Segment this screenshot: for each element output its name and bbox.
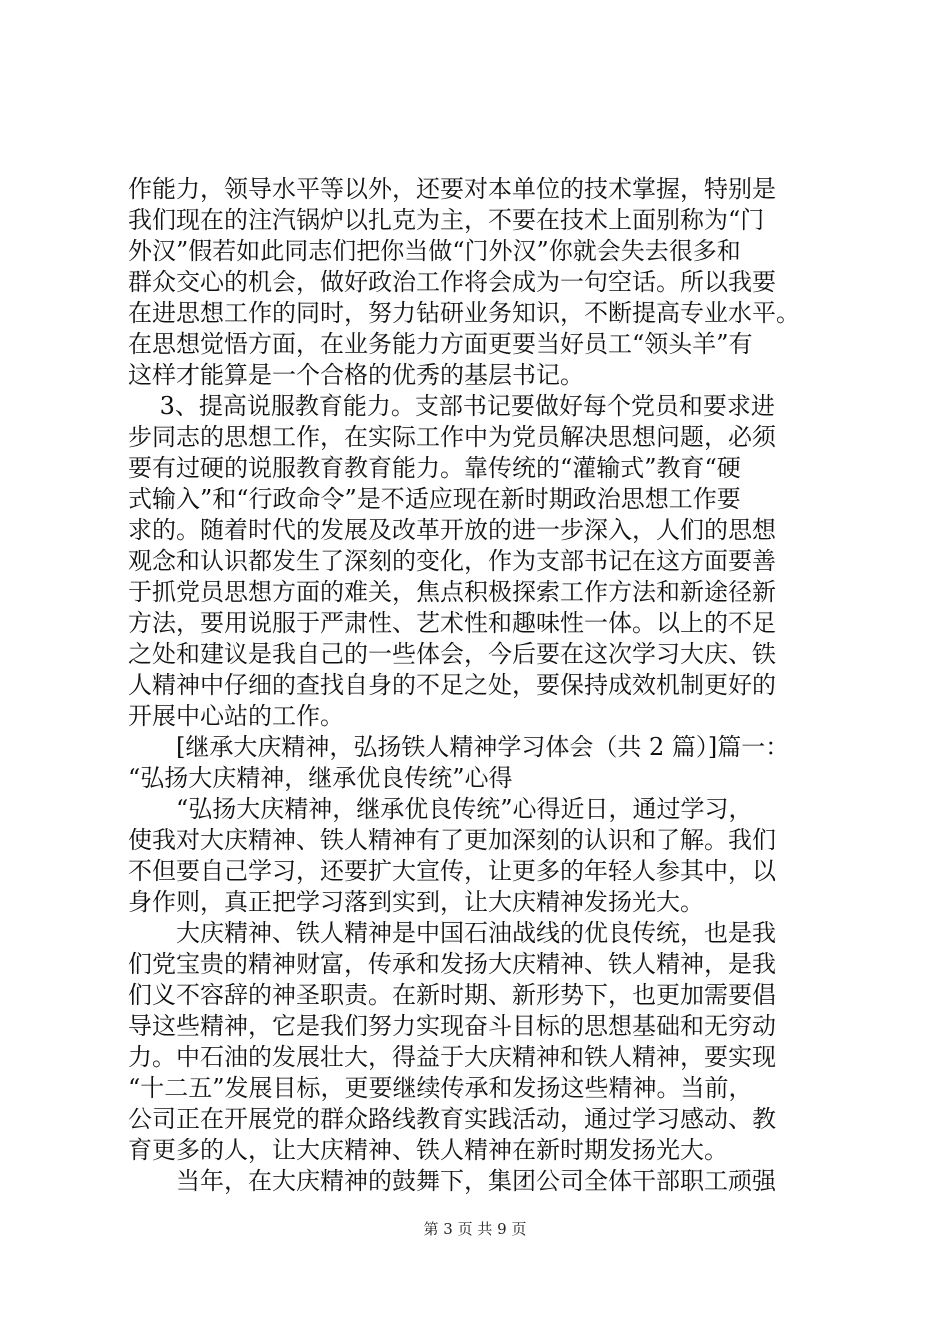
- text-line: 求的。随着时代的发展及改革开放的进一步深入，人们的思想: [128, 516, 776, 544]
- text-line: 步同志的思想工作，在实际工作中为党员解决思想问题，必须: [128, 423, 776, 451]
- text-line: 方法，要用说服于严肃性、艺术性和趣味性一体。以上的不足: [128, 609, 776, 637]
- text-line: 外汉”假若如此同志们把你当做“门外汉”你就会失去很多和: [128, 237, 741, 265]
- text-line: 们党宝贵的精神财富，传承和发扬大庆精神、铁人精神，是我: [128, 950, 776, 978]
- text-line: 这样才能算是一个合格的优秀的基层书记。: [128, 361, 584, 389]
- text-line: 开展中心站的工作。: [128, 702, 344, 730]
- text-line: 群众交心的机会，做好政治工作将会成为一句空话。所以我要: [128, 268, 776, 296]
- text-line: 公司正在开展党的群众路线教育实践活动，通过学习感动、教: [128, 1105, 776, 1133]
- text-line: “十二五”发展目标，更要继续传承和发扬这些精神。当前，: [128, 1074, 753, 1102]
- text-line: 育更多的人，让大庆精神、铁人精神在新时期发扬光大。: [128, 1136, 728, 1164]
- text-line: 使我对大庆精神、铁人精神有了更加深刻的认识和了解。我们: [128, 826, 776, 854]
- text-line: 作能力，领导水平等以外，还要对本单位的技术掌握，特别是: [128, 175, 776, 203]
- text-line: 当年，在大庆精神的鼓舞下，集团公司全体干部职工顽强: [128, 1167, 776, 1195]
- text-line: 不但要自己学习，还要扩大宣传，让更多的年轻人参其中，以: [128, 857, 776, 885]
- text-line: 观念和认识都发生了深刻的变化，作为支部书记在这方面要善: [128, 547, 776, 575]
- page-footer: 第 3 页 共 9 页: [423, 1220, 527, 1238]
- text-line: 之处和建议是我自己的一些体会，今后要在这次学习大庆、铁: [128, 640, 776, 668]
- text-line: 们义不容辞的神圣职责。在新时期、新形势下，也更加需要倡: [128, 981, 776, 1009]
- text-line: 大庆精神、铁人精神是中国石油战线的优良传统，也是我: [128, 919, 776, 947]
- text-line: 身作则，真正把学习落到实到，让大庆精神发扬光大。: [128, 888, 704, 916]
- text-line: 3、提高说服教育能力。支部书记要做好每个党员和要求进: [128, 392, 775, 420]
- text-line: 导这些精神，它是我们努力实现奋斗目标的思想基础和无穷动: [128, 1012, 776, 1040]
- text-line: 在进思想工作的同时，努力钻研业务知识，不断提高专业水平。: [128, 299, 800, 327]
- text-line: 力。中石油的发展壮大，得益于大庆精神和铁人精神，要实现: [128, 1043, 776, 1071]
- text-line: 要有过硬的说服教育教育能力。靠传统的“灌输式”教育“硬: [128, 454, 741, 482]
- text-line: 式输入”和“行政命令”是不适应现在新时期政治思想工作要: [128, 485, 741, 513]
- text-line: “弘扬大庆精神，继承优良传统”心得近日，通过学习，: [128, 795, 753, 823]
- text-line: 我们现在的注汽锅炉以扎克为主，不要在技术上面别称为“门: [128, 206, 765, 234]
- text-line: [继承大庆精神，弘扬铁人精神学习体会（共 2 篇）]篇一：: [128, 733, 790, 761]
- text-line: 在思想觉悟方面，在业务能力方面更要当好员工“领头羊”有: [128, 330, 753, 358]
- text-line: “弘扬大庆精神，继承优良传统”心得: [128, 764, 513, 792]
- text-line: 人精神中仔细的查找自身的不足之处，要保持成效机制更好的: [128, 671, 776, 699]
- text-line: 于抓党员思想方面的难关，焦点积极探索工作方法和新途径新: [128, 578, 776, 606]
- body-text: [128, 174, 828, 1197]
